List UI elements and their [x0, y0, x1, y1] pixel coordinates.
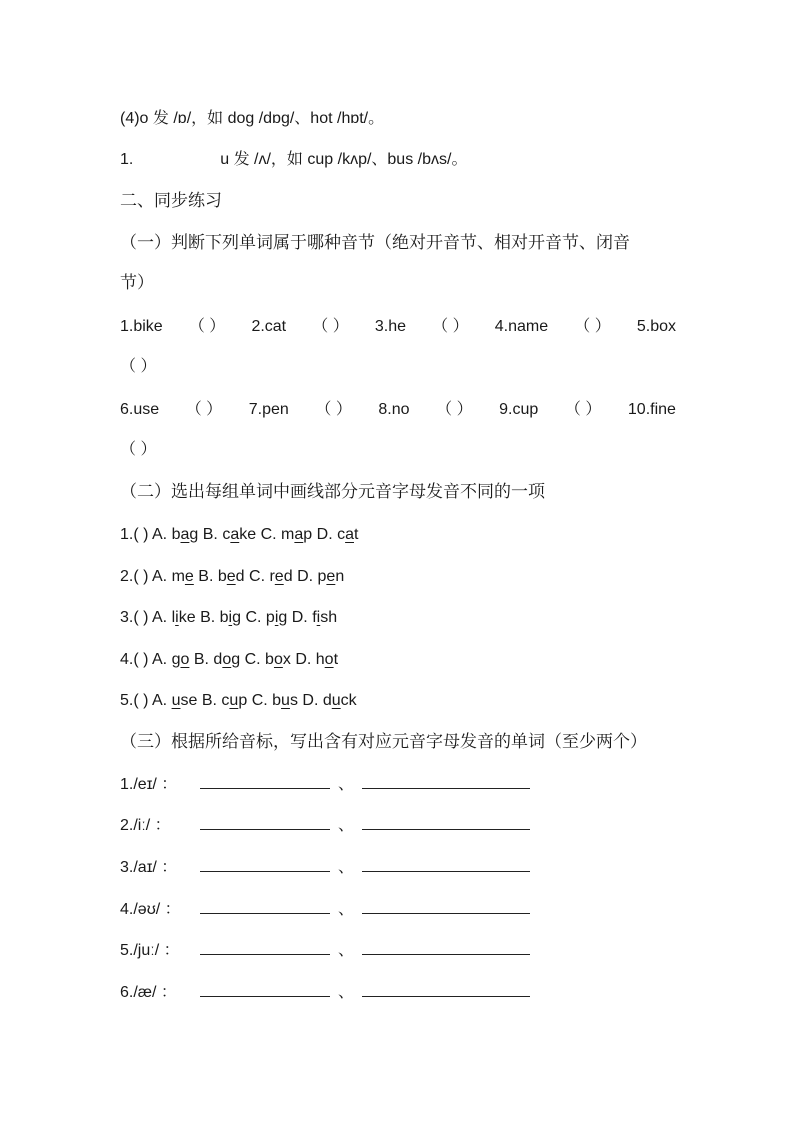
option-word: go [171, 651, 190, 668]
item-word: 7.pen [248, 401, 289, 418]
underlined-vowel: i [274, 609, 279, 626]
option-word: like [171, 609, 196, 626]
underlined-vowel: a [230, 526, 240, 543]
option-word: bag [171, 526, 199, 543]
underlined-vowel: u [171, 692, 181, 709]
part3-item [120, 774, 530, 796]
underlined-vowel: e [326, 568, 336, 585]
separator: 、 [338, 817, 355, 834]
option-word: big [219, 609, 242, 626]
part2-item [120, 690, 357, 712]
option-word: cat [337, 526, 359, 543]
part2-item [120, 649, 338, 671]
part3-title: （三）根据所给音标，写出含有对应元音字母发音的单词（至少两个） [120, 732, 647, 752]
answer-blank[interactable] [362, 774, 530, 789]
option-word: pen [317, 568, 345, 585]
part3-item [120, 857, 530, 879]
answer-blank[interactable] [200, 899, 330, 914]
underlined-vowel: a [345, 526, 354, 543]
option-letter: C. [245, 609, 262, 626]
option-letter: B. [202, 526, 218, 543]
part1-row-2 [120, 399, 676, 421]
option-letter: B. [200, 609, 216, 626]
item-number[interactable]: 2.( ) A. [120, 568, 168, 585]
option-word: me [171, 568, 194, 585]
option-word: map [281, 526, 313, 543]
rule-u-number: 1. [120, 151, 134, 168]
item-number[interactable]: 1.( ) A. [120, 526, 168, 543]
part1-title: （一）判断下列单词属于哪种音节（绝对开音节、相对开音节、闭音 [120, 233, 630, 253]
option-word: box [265, 651, 291, 668]
phonetic-label: 6./æ/ ： [120, 984, 177, 1001]
option-word: bed [217, 568, 245, 585]
item-word: 9.cup [499, 401, 539, 418]
answer-blank[interactable] [200, 857, 330, 872]
option-letter: B. [198, 568, 214, 585]
option-word: dog [213, 651, 241, 668]
separator: 、 [338, 776, 355, 793]
option-letter: C. [251, 692, 268, 709]
part3-item [120, 815, 530, 837]
answer-blank[interactable] [362, 815, 530, 830]
underlined-vowel: u [229, 692, 239, 709]
part2-item [120, 566, 344, 588]
item-word: 5.box [636, 318, 676, 335]
underlined-vowel: i [316, 609, 321, 626]
phonetic-label: 3./aɪ/ ： [120, 859, 178, 876]
answer-paren[interactable]: （ ） [188, 318, 226, 335]
underlined-vowel: o [180, 651, 190, 668]
option-letter: D. [295, 651, 312, 668]
item-word: 1.bike [120, 318, 163, 335]
answer-blank[interactable] [200, 940, 330, 955]
item-word: 6.use [120, 401, 160, 418]
answer-paren[interactable]: （ ） [436, 401, 473, 418]
option-letter: B. [193, 651, 209, 668]
option-word: duck [322, 692, 357, 709]
underlined-vowel: u [281, 692, 290, 709]
item-number[interactable]: 3.( ) A. [120, 609, 168, 626]
option-letter: D. [291, 609, 308, 626]
underlined-vowel: a [180, 526, 190, 543]
option-word: cup [221, 692, 248, 709]
option-letter: B. [201, 692, 217, 709]
option-letter: D. [297, 568, 314, 585]
option-letter: C. [249, 568, 266, 585]
option-word: fish [312, 609, 338, 626]
part3-item [120, 982, 530, 1004]
underlined-vowel: e [274, 568, 284, 585]
answer-paren[interactable]: （ ） [120, 441, 157, 458]
part1-title-cont: 节） [120, 273, 154, 293]
answer-paren[interactable]: （ ） [574, 318, 611, 335]
answer-blank[interactable] [362, 857, 530, 872]
item-word: 3.he [374, 318, 406, 335]
underlined-vowel: a [294, 526, 304, 543]
underlined-vowel: o [273, 651, 283, 668]
answer-paren[interactable]: （ ） [432, 318, 469, 335]
underlined-vowel: i [175, 609, 179, 626]
option-letter: D. [302, 692, 319, 709]
answer-blank[interactable] [200, 815, 330, 830]
underlined-vowel: e [184, 568, 194, 585]
separator: 、 [338, 984, 355, 1001]
answer-blank[interactable] [362, 982, 530, 997]
separator: 、 [338, 859, 355, 876]
underlined-vowel: e [226, 568, 236, 585]
underlined-vowel: o [222, 651, 232, 668]
part1-row-1 [120, 316, 676, 338]
rule-o: (4)o 发 /ɒ/，如 dog /dɒg/、hot /hɒt/。 [120, 110, 385, 127]
answer-blank[interactable] [362, 899, 530, 914]
item-number[interactable]: 4.( ) A. [120, 651, 168, 668]
option-letter: C. [244, 651, 261, 668]
part2-item [120, 607, 337, 629]
answer-paren[interactable]: （ ） [312, 318, 349, 335]
separator: 、 [338, 901, 355, 918]
rule-u [120, 149, 467, 171]
item-word: 10.fine [627, 401, 676, 418]
item-number[interactable]: 5.( ) A. [120, 692, 168, 709]
option-word: use [171, 692, 198, 709]
answer-paren[interactable]: （ ） [564, 401, 602, 418]
answer-blank[interactable] [362, 940, 530, 955]
answer-paren[interactable]: （ ） [185, 401, 223, 418]
option-word: red [269, 568, 293, 585]
option-letter: D. [316, 526, 333, 543]
item-word: 4.name [494, 318, 549, 335]
part2-title: （二）选出每组单词中画线部分元音字母发音不同的一项 [120, 482, 545, 502]
item-word: 8.no [378, 401, 410, 418]
phonetic-label: 4./əʊ/ ： [120, 901, 181, 918]
answer-blank[interactable] [200, 982, 330, 997]
underlined-vowel: u [331, 692, 341, 709]
part3-item [120, 940, 530, 962]
answer-blank[interactable] [200, 774, 330, 789]
answer-paren[interactable]: （ ） [120, 358, 157, 375]
underlined-vowel: o [324, 651, 334, 668]
phonetic-label: 2./iː/ ： [120, 817, 171, 834]
separator: 、 [338, 942, 355, 959]
option-letter: C. [260, 526, 277, 543]
option-word: hot [315, 651, 339, 668]
item-word: 2.cat [251, 318, 287, 335]
option-word: cake [222, 526, 257, 543]
answer-paren[interactable]: （ ） [315, 401, 352, 418]
section-title: 二、同步练习 [120, 191, 222, 211]
part3-item [120, 899, 530, 921]
phonetic-label: 1./eɪ/ ： [120, 776, 178, 793]
option-word: bus [272, 692, 298, 709]
option-word: pig [265, 609, 288, 626]
underlined-vowel: i [228, 609, 233, 626]
rule-u-text: u 发 /ʌ/，如 cup /kʌp/、bus /bʌs/。 [220, 151, 468, 168]
phonetic-label: 5./juː/ ： [120, 942, 180, 959]
part2-item [120, 524, 358, 546]
